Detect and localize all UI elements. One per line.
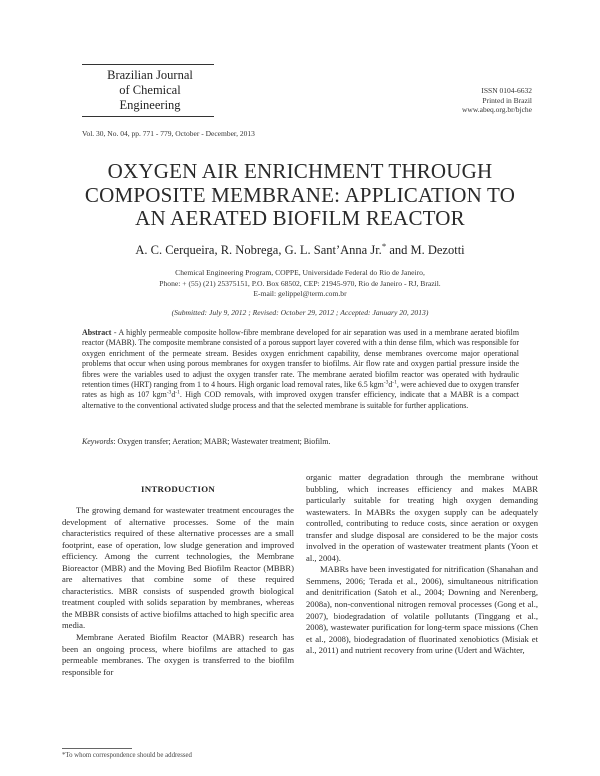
journal-name bbox=[90, 68, 210, 113]
paragraph: MABRs have been investigated for nitrification (Shanahan and Semmens, 2006; Terada et al., 2006), simultaneous nitrification and denitrification (Satoh et al., 2004; Downing and Nerenberg, 2008a), non-conventional nitrogen removal processes (Gong et al., 2007), biodegradation of volatile pollutants (Tinggang et al., 2008), wastewater purification for long-term space missions (Chen et al., 2008), biodegradation of fluorinated xenobiotics (Misiak et al., 2011) and nutrient recovery from urine (Udert and Wächter, bbox=[306, 564, 538, 656]
journal-name-line: Brazilian Journal bbox=[107, 68, 193, 82]
title-line: AN AERATED BIOFILM REACTOR bbox=[135, 206, 465, 230]
corresponding-mark: * bbox=[381, 240, 387, 251]
abstract-sup: -3 bbox=[383, 379, 389, 386]
article-title bbox=[80, 160, 520, 231]
abstract-text: - A highly permeable composite hollow-fibre membrane developed for air separation was used in a membrane aerated biofilm reactor (MABR). The composite membrane consisted of a porous support layer covered with a thin dense film, which was responsible for oxygen enrichment of the permeate stream. Besides oxygen enrichment capability, dense membranes overcome major operational problems that occur when using porous membranes for oxygen transfer to biofilms. Air flow rate and oxygen partial pressure inside the fibres were the variables used to adjust the oxygen transfer rate. The membrane aerated biofilm reactor was operated with hydraulic retention times (HRT) ranging from 1 to 4 hours. High organic load removal rates, like 6.5 kgm bbox=[82, 328, 519, 390]
authors-main: A. C. Cerqueira, R. Nobrega, G. L. Sant’Anna Jr. bbox=[135, 243, 382, 257]
section-heading-introduction: INTRODUCTION bbox=[141, 484, 215, 494]
keywords bbox=[82, 437, 519, 446]
affiliation-line: Phone: + (55) (21) 25375151, P.O. Box 68502, CEP: 21945-970, Rio de Janeiro - RJ, Brazil. bbox=[159, 278, 441, 288]
paragraph: organic matter degradation through the membrane without bubbling, which increases efficiency and makes MABR particularly suitable for treating high oxygen demanding wastewaters. In MABRs the oxygen supply can be adequately controlled, contributing to reduce costs, since aeration or oxygen transfer and sludge disposal are considered to be the major costs involved in the operation of wastewater treatment plants (Yoon et al., 2004). bbox=[306, 472, 538, 563]
footnote-rule bbox=[62, 748, 132, 749]
abstract bbox=[82, 328, 519, 411]
authors bbox=[80, 240, 520, 258]
affiliation bbox=[80, 268, 520, 300]
journal-rule-bottom bbox=[82, 116, 214, 117]
submission-dates: (Submitted: July 9, 2012 ; Revised: October 29, 2012 ; Accepted: January 20, 2013) bbox=[171, 308, 429, 317]
abstract-text: d bbox=[171, 390, 176, 400]
journal-url[interactable]: www.abeq.org.br/bjche bbox=[462, 105, 532, 114]
volume-line: Vol. 30, No. 04, pp. 771 - 779, October - December, 2013 bbox=[82, 129, 255, 138]
affiliation-email[interactable]: E-mail: gelippel@term.com.br bbox=[253, 289, 347, 298]
abstract-text: . High COD removals, with improved oxygen transfer efficiency, indicate that a MABR is a compact alternative to the conventional activated sludge process and that the selected membrane is suitable for further applications. bbox=[82, 390, 519, 410]
abstract-sup: -1 bbox=[392, 379, 397, 386]
journal-rule-top bbox=[82, 64, 214, 65]
abstract-label: Abstract bbox=[82, 328, 112, 337]
paragraph: The growing demand for wastewater treatment encourages the development of alternative processes. Some of the main characteristics required of these alternative processes are a small footprint, ease of operation, low sludge generation and improved efficiency. Among the current technologies, the Membrane Bioreactor (MBR) and the Moving Bed Biofilm Reactor (MBBR) are alternatives that combine some of these required characteristics. MBR consists of suspended growth biological treatment coupled with solids separation by membranes, whereas the MBBR consists of active biofilms attached to high specific area media. bbox=[62, 505, 294, 631]
abstract-sup: -1 bbox=[175, 389, 180, 396]
title-line: OXYGEN AIR ENRICHMENT THROUGH bbox=[107, 159, 493, 183]
printed-in: Printed in Brazil bbox=[482, 95, 532, 105]
authors-tail: and M. Dezotti bbox=[386, 243, 465, 257]
keywords-text: : Oxygen transfer; Aeration; MABR; Wastewater treatment; Biofilm. bbox=[113, 437, 331, 446]
abstract-text: d bbox=[388, 380, 393, 390]
journal-name-line: Engineering bbox=[119, 98, 181, 112]
abstract-sup: -3 bbox=[166, 389, 172, 396]
paragraph: Membrane Aerated Biofilm Reactor (MABR) research has been an ongoing process, where biofilms are attached to gas permeable membranes. The oxygen is transferred to the biofilm responsible for bbox=[62, 632, 294, 677]
issn: ISSN 0104-6632 bbox=[481, 86, 532, 95]
journal-name-line: of Chemical bbox=[119, 83, 181, 97]
abstract-text: , were achieved due to oxygen transfer rates as high as 107 kgm bbox=[82, 380, 519, 400]
affiliation-line: Chemical Engineering Program, COPPE, Universidade Federal do Rio de Janeiro, bbox=[175, 268, 425, 277]
journal-meta bbox=[462, 86, 532, 115]
footnote: *To whom correspondence should be addressed bbox=[62, 752, 192, 759]
right-column bbox=[306, 472, 538, 657]
title-line: COMPOSITE MEMBRANE: APPLICATION TO bbox=[84, 182, 516, 207]
keywords-label: Keywords bbox=[82, 437, 114, 446]
left-column bbox=[62, 505, 294, 678]
